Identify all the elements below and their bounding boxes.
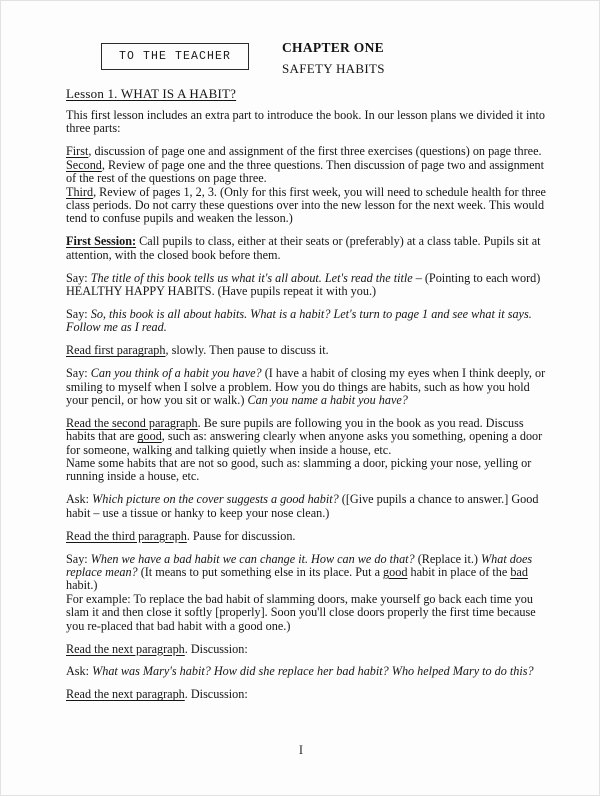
first-text: , discussion of page one and assignment of the first three exercises (questions) on page three. <box>88 144 542 159</box>
paragraph-read-first <box>66 344 548 357</box>
to-the-teacher-label: TO THE TEACHER <box>118 50 231 63</box>
ask-picture-rest: ([Give pupils a chance to answer.] Good habit – use a tissue or hanky to keep your nose clean.) <box>66 492 539 520</box>
say-change-mid-3: habit in place of the <box>407 564 511 579</box>
paragraph-parts <box>66 145 548 225</box>
say-change-rest: For example: To replace the bad habit of slamming doors, make yourself go back each time you slam it and then close it softly [properly]. Soon you'll close doors properly the first time because you re-placed that bad habit with a good one.) <box>66 591 536 633</box>
read-next-1-underlined: Read the next paragraph <box>66 641 185 656</box>
read-third-rest: . Pause for discussion. <box>186 528 296 543</box>
paragraph-read-second <box>66 417 548 484</box>
paragraph-say-about <box>66 308 548 335</box>
read-first-underlined: Read first paragraph <box>66 343 166 358</box>
lesson-body <box>66 109 548 711</box>
say-title-italic: The title of this book tells us what it's all about. Let's read the title <box>90 270 413 285</box>
first-session-text: Call pupils to class, either at their seats or (preferably) at a class table. Pupils sit at attention, with the closed book before them. <box>66 234 541 262</box>
say-about-italic: So, this book is all about habits. What is a habit? Let's turn to page 1 and see what it says. Follow me as I read. <box>66 306 532 335</box>
third-text: , Review of pages 1, 2, 3. (Only for this first week, you will need to schedule health for three class periods. Do not carry these questions over into the new lesson for the next week. This would tend to confuse pupils and weaken the lesson.) <box>66 184 546 226</box>
lesson-heading: Lesson 1. WHAT IS A HABIT? <box>66 86 237 101</box>
paragraph-say-think <box>66 367 548 407</box>
paragraph-first-session <box>66 235 548 262</box>
read-second-part-1: . Be sure pupils are following you in the book as you read. Discuss habits that are <box>66 415 524 444</box>
paragraph-intro <box>66 109 548 136</box>
say-think-middle: (I have a habit of closing my eyes when I think deeply, or smiling to myself when I solve a problem. How you do things are habits, such as how you hold your pencil, or how you sit or walk.) <box>66 366 546 407</box>
say-change-mid-2: (It means to put something else in its place. Put a <box>137 564 384 579</box>
read-next-1-rest: . Discussion: <box>184 641 248 656</box>
chapter-title: CHAPTER ONE <box>282 40 384 55</box>
paragraph-ask-mary <box>66 665 548 678</box>
read-first-rest: , slowly. Then pause to discuss it. <box>165 343 329 358</box>
second-text: , Review of page one and the three questions. Then discussion of page two and assignment of the rest of the questions on page three. <box>66 157 545 186</box>
say-change-good-word: good <box>383 564 408 579</box>
first-session-label: First Session: <box>66 234 137 249</box>
read-second-good-word: good <box>137 429 162 444</box>
ask-mary-italic: What was Mary's habit? How did she replace her bad habit? Who helped Mary to do this? <box>92 664 534 679</box>
read-next-2-underlined: Read the next paragraph <box>66 687 185 702</box>
say-think-prefix: Say: <box>66 366 91 381</box>
say-change-prefix: Say: <box>66 551 91 566</box>
say-title-prefix: Say: <box>66 270 91 285</box>
paragraph-read-next-2 <box>66 688 548 701</box>
paragraph-read-next-1 <box>66 643 548 656</box>
say-title-rest: – (Pointing to each word) HEALTHY HAPPY HABITS. (Have pupils repeat it with you.) <box>66 270 541 298</box>
read-next-2-rest: . Discussion: <box>184 687 248 702</box>
say-think-italic-1: Can you think of a habit you have? <box>90 366 262 381</box>
paragraph-ask-picture <box>66 493 548 520</box>
read-second-underlined: Read the second paragraph <box>66 415 198 430</box>
second-label: Second <box>66 157 102 172</box>
page-header <box>1 39 600 87</box>
ask-picture-prefix: Ask: <box>66 492 93 507</box>
say-change-mid-1: (Replace it.) <box>414 551 481 566</box>
read-third-underlined: Read the third paragraph <box>66 528 187 543</box>
page-number: I <box>298 743 304 757</box>
chapter-heading-block <box>282 39 522 78</box>
say-about-prefix: Say: <box>66 306 91 321</box>
paragraph-say-title <box>66 272 548 299</box>
ask-picture-italic: Which picture on the cover suggests a good habit? <box>92 492 339 507</box>
paragraph-say-change <box>66 553 548 633</box>
say-change-bad-word: bad <box>510 564 528 579</box>
say-change-italic-1: When we have a bad habit we can change it. How can we do that? <box>90 551 415 566</box>
third-label: Third <box>66 184 94 199</box>
ask-mary-prefix: Ask: <box>66 664 93 679</box>
read-second-part-3: Name some habits that are not so good, such as: slamming a door, picking your nose, yelling or running inside a house, etc. <box>66 456 532 484</box>
say-think-italic-2: Can you name a habit you have? <box>247 392 408 407</box>
say-change-italic-2: What does replace mean? <box>66 551 533 579</box>
first-label: First <box>66 144 89 159</box>
intro-text: This first lesson includes an extra part to introduce the book. In our lesson plans we divided it into three parts: <box>66 108 545 136</box>
paragraph-read-third <box>66 530 548 543</box>
to-the-teacher-box <box>101 43 249 70</box>
chapter-subtitle: SAFETY HABITS <box>282 61 385 76</box>
say-change-mid-4: habit.) <box>66 578 98 593</box>
read-second-part-2: , such as: answering clearly when anyone asks you something, opening a door for someone, walking and talking quietly when inside a house, etc. <box>66 429 543 457</box>
